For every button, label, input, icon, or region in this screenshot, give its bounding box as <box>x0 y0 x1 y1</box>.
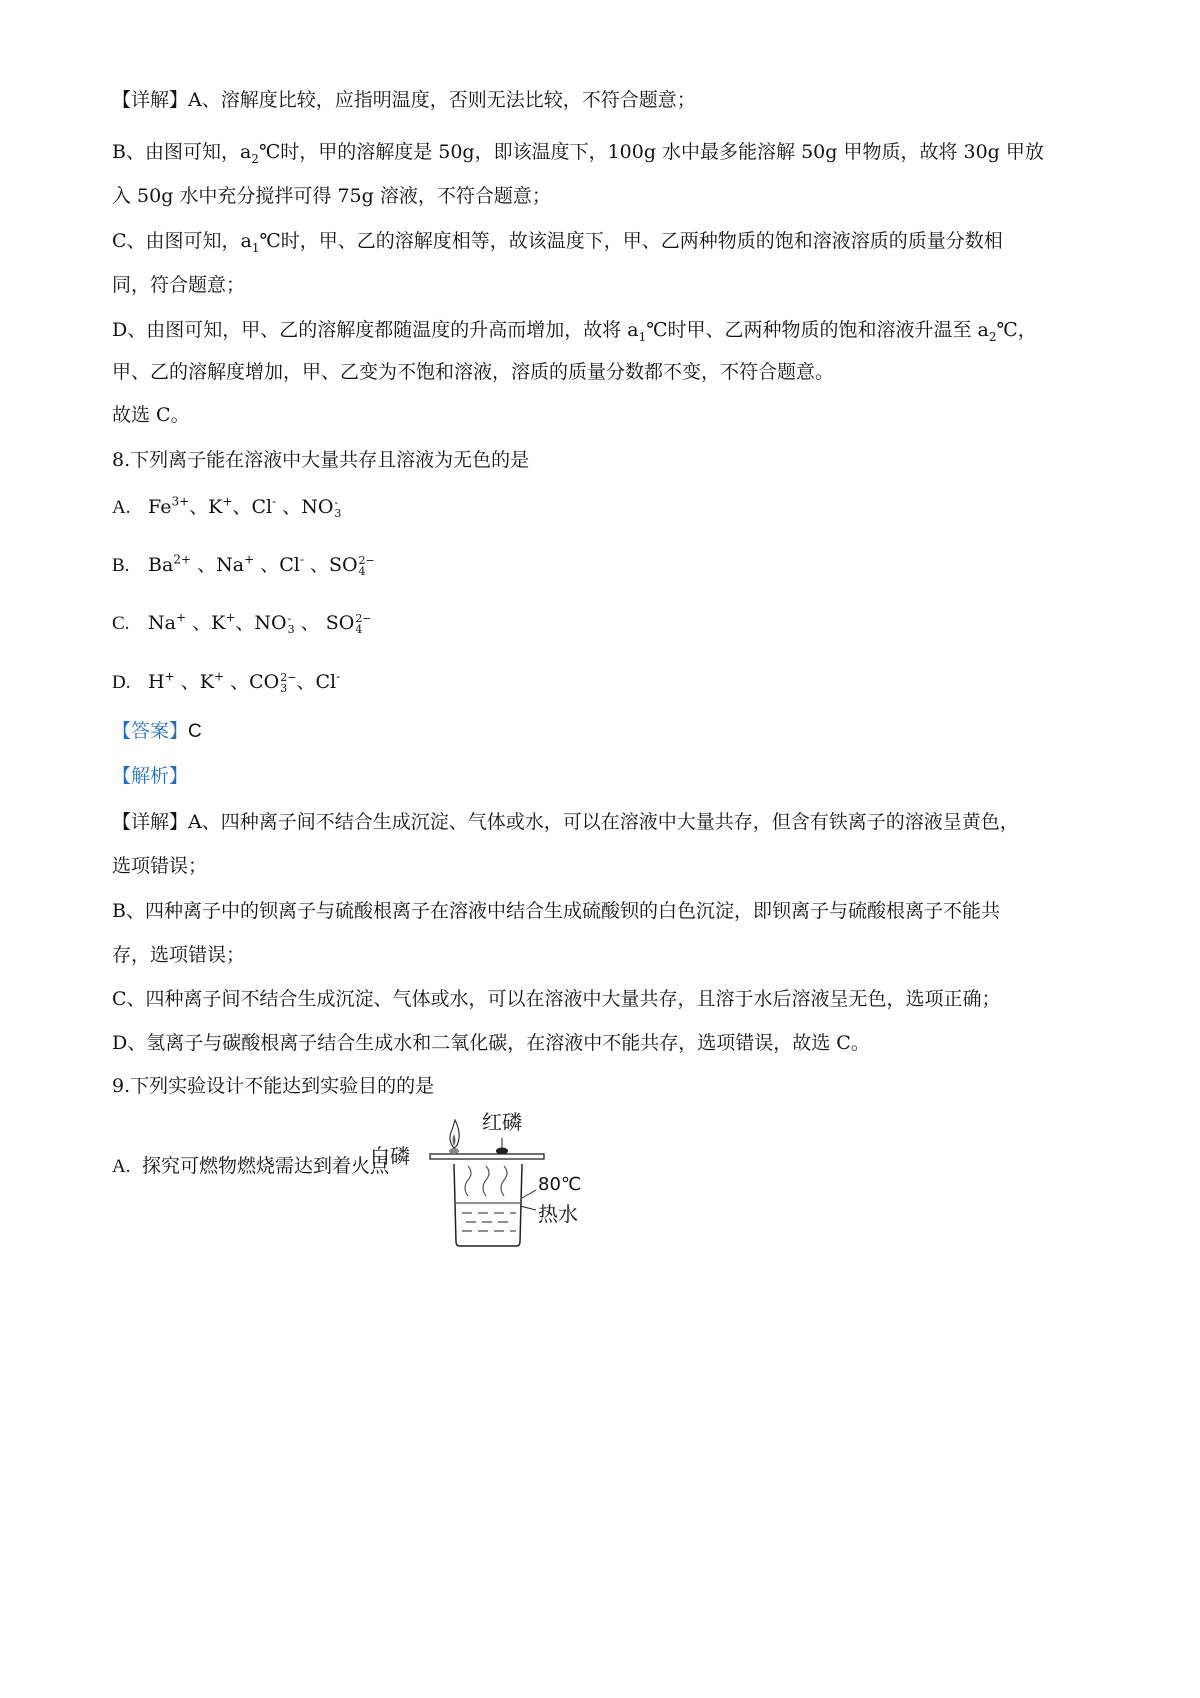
label-temperature: 80℃ <box>538 1174 582 1195</box>
q8-answer: 【答案】C <box>112 720 202 742</box>
q8-detail-d: D、氢离子与碳酸根离子结合生成水和二氧化碳，在溶液中不能共存，选项错误，故选 C。 <box>112 1032 870 1054</box>
steam-lines <box>465 1166 507 1196</box>
label-red-phosphorus: 红磷 <box>482 1110 522 1134</box>
q7-detail-c-line2: 同，符合题意； <box>112 274 246 296</box>
q8-analysis-label: 【解析】 <box>112 765 189 787</box>
q8-option-d: D. H+ 、K+ 、CO 2− 3 、Cl- <box>112 669 341 695</box>
white-phosphorus <box>449 1148 459 1154</box>
q7-detail-a: 【详解】A、溶解度比较，应指明温度，否则无法比较，不符合题意； <box>112 89 696 111</box>
q8-option-c: C. Na+ 、K+、NO - 3 、 SO 2− 4 <box>112 610 372 636</box>
q7-detail-b-line2: 入 50g 水中充分搅拌可得 75g 溶液，不符合题意； <box>112 185 551 207</box>
q7-detail-b-line1: B、由图可知，$a_2℃$时，甲的溶解度是 50g，即该温度下，100g 水中最多能溶解 50g 甲物质，故将 30g 甲放 <box>112 141 1044 166</box>
combustion-apparatus-figure <box>370 1110 646 1262</box>
q8-option-b: B. $Ba^{2+}$ 、Na+ 、Cl- 、SO 2− 4 <box>112 552 375 578</box>
q9-stem: 9.下列实验设计不能达到实验目的的是 <box>112 1075 435 1097</box>
apparatus-drawing <box>416 1118 646 1258</box>
q7-conclusion: 故选 C。 <box>112 404 190 426</box>
q9-option-a: A. 探究可燃物燃烧需达到着火点 <box>112 1155 390 1177</box>
q8-detail-b-line2: 存，选项错误； <box>112 944 246 966</box>
q8-detail-c: C、四种离子间不结合生成沉淀、气体或水，可以在溶液中大量共存，且溶于水后溶液呈无色，选项正确； <box>112 988 1001 1010</box>
q8-option-a: A. $Fe^{3+}$、K+、Cl- 、NO - 3 <box>112 494 342 520</box>
q8-stem: 8.下列离子能在溶液中大量共存且溶液为无色的是 <box>112 449 530 471</box>
red-phosphorus <box>496 1148 508 1155</box>
label-hot-water: 热水 <box>538 1202 578 1226</box>
q8-detail-a-line1: 【详解】A、四种离子间不结合生成沉淀、气体或水，可以在溶液中大量共存，但含有铁离子的溶液呈黄色， <box>112 811 1019 833</box>
label-white-phosphorus: 白磷 <box>370 1144 410 1168</box>
q7-detail-c-line1: C、由图可知，$a_1℃$时，甲、乙的溶解度相等，故该温度下，甲、乙两种物质的饱和溶液溶质的质量分数相 <box>112 230 1003 255</box>
copper-plate <box>430 1154 544 1159</box>
water-dashes <box>462 1213 516 1231</box>
q8-detail-a-line2: 选项错误； <box>112 855 208 877</box>
q7-detail-d-line1: D、由图可知，甲、乙的溶解度都随温度的升高而增加，故将 $a_1℃$时甲、乙两种物质的饱和溶液升温至 $a_2℃$， <box>112 319 1037 344</box>
q7-detail-d-line2: 甲、乙的溶解度增加，甲、乙变为不饱和溶液，溶质的质量分数都不变，不符合题意。 <box>112 361 835 383</box>
q8-detail-b-line1: B、四种离子中的钡离子与硫酸根离子在溶液中结合生成硫酸钡的白色沉淀，即钡离子与硫酸根离子不能共 <box>112 900 1000 922</box>
